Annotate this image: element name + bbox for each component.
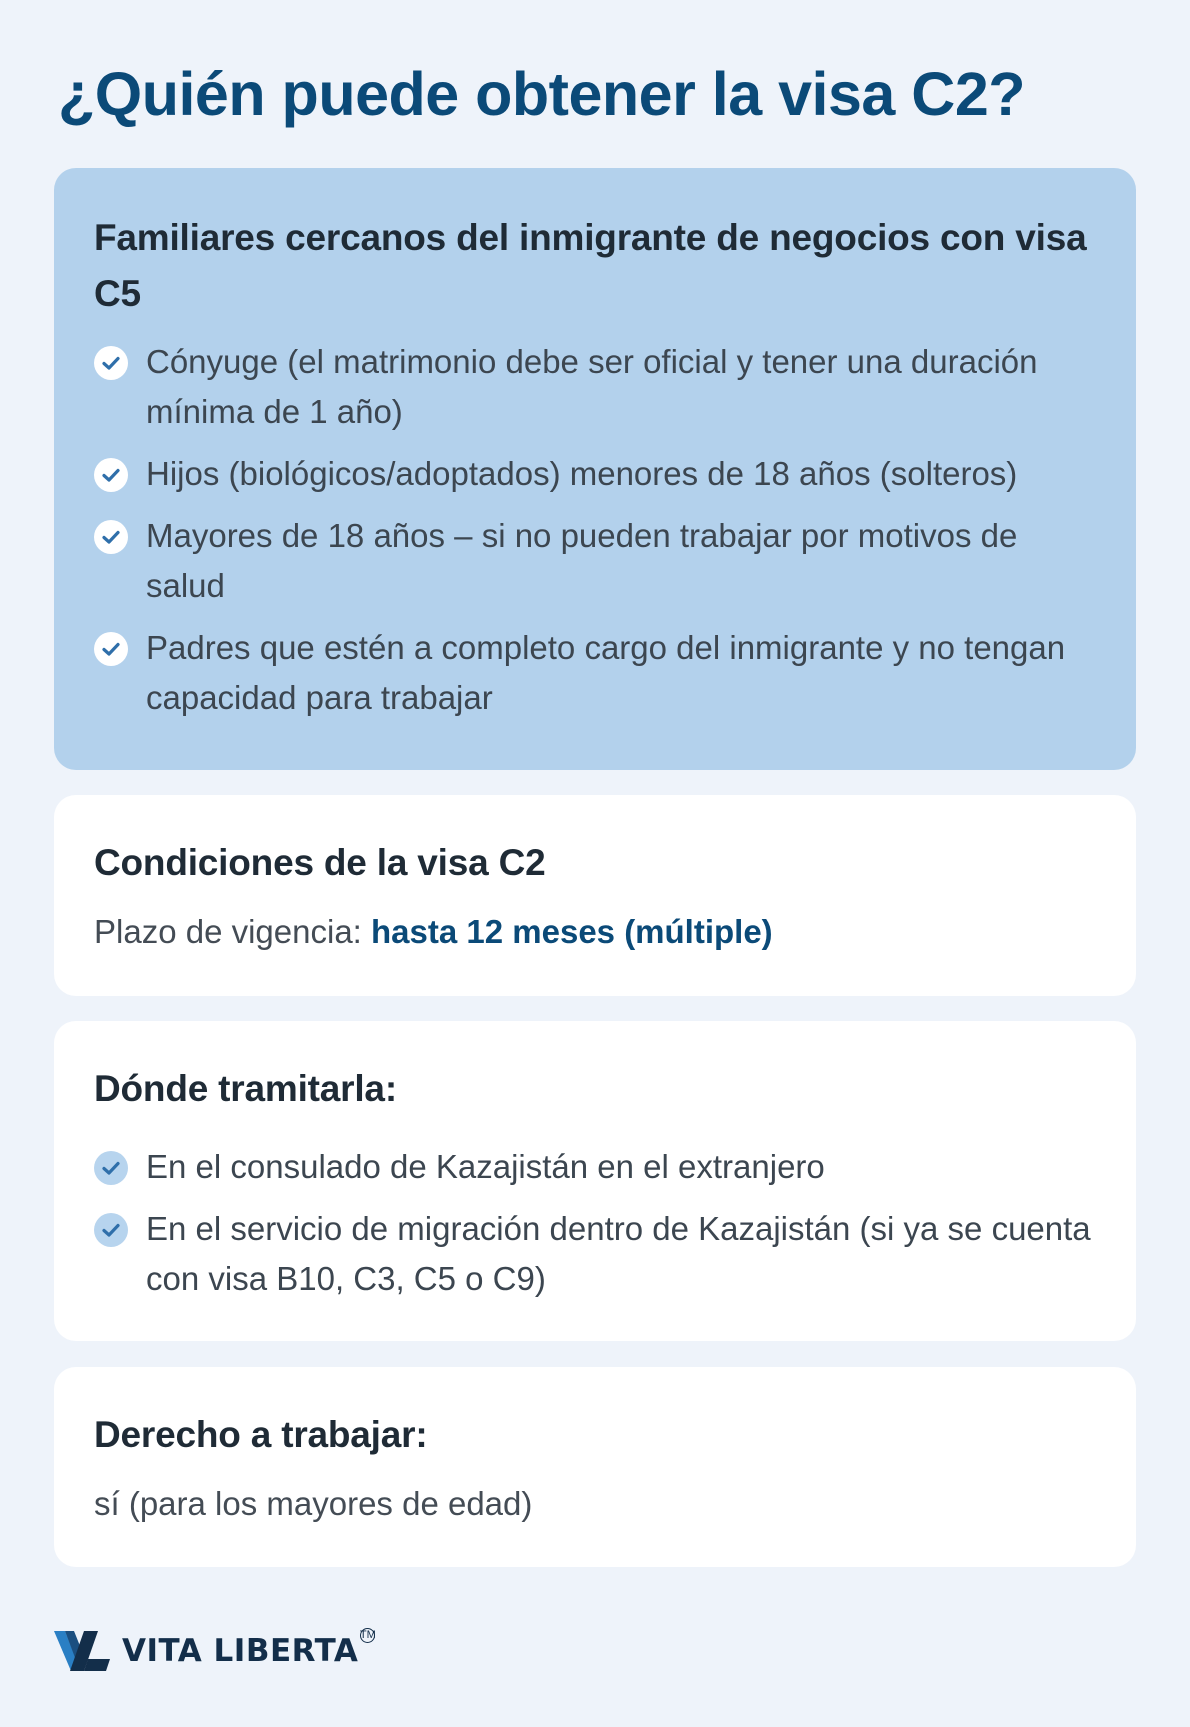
brand-logo bbox=[54, 1628, 375, 1674]
check-circle-icon bbox=[94, 520, 128, 554]
validity-label: Plazo de vigencia: bbox=[94, 913, 372, 950]
list-item-text: En el consulado de Kazajistán en el extranjero bbox=[146, 1148, 825, 1185]
list-item bbox=[94, 1204, 1096, 1304]
check-circle-icon bbox=[94, 1213, 128, 1247]
list-item bbox=[94, 337, 1096, 437]
check-circle-icon bbox=[94, 1151, 128, 1185]
where-list bbox=[94, 1142, 1096, 1304]
list-item bbox=[94, 623, 1096, 723]
list-item-text: Padres que estén a completo cargo del inmigrante y no tengan capacidad para trabajar bbox=[146, 629, 1066, 716]
check-circle-icon bbox=[94, 346, 128, 380]
validity-value: hasta 12 meses (múltiple) bbox=[371, 913, 773, 950]
validity-text bbox=[94, 907, 1096, 957]
work-card-text: sí (para los mayores de edad) bbox=[94, 1485, 533, 1522]
work-card-title: Derecho a trabajar: bbox=[94, 1414, 428, 1455]
work-card bbox=[54, 1367, 1136, 1567]
where-card-title: Dónde tramitarla: bbox=[94, 1068, 397, 1109]
conditions-card bbox=[54, 795, 1136, 996]
family-card-title: Familiares cercanos del inmigrante de negocios con visa C5 bbox=[94, 217, 1087, 314]
check-circle-icon bbox=[94, 632, 128, 666]
trademark-mark: TM bbox=[359, 1629, 376, 1641]
brand-name: VITA LIBERTA bbox=[122, 1633, 359, 1669]
list-item-text: Cónyuge (el matrimonio debe ser oficial y tener una duración mínima de 1 año) bbox=[146, 343, 1038, 430]
family-list bbox=[94, 337, 1096, 723]
check-circle-icon bbox=[94, 458, 128, 492]
family-card bbox=[54, 168, 1136, 770]
list-item-text: Mayores de 18 años – si no pueden trabajar por motivos de salud bbox=[146, 517, 1018, 604]
list-item bbox=[94, 511, 1096, 611]
page-title: ¿Quién puede obtener la visa C2? bbox=[58, 60, 1025, 128]
list-item bbox=[94, 1142, 1096, 1192]
vita-liberta-logo-icon bbox=[54, 1629, 110, 1673]
where-card bbox=[54, 1021, 1136, 1341]
list-item-text: Hijos (biológicos/adoptados) menores de 18 años (solteros) bbox=[146, 455, 1018, 492]
list-item-text: En el servicio de migración dentro de Kazajistán (si ya se cuenta con visa B10, C3, C5 o C9) bbox=[146, 1210, 1091, 1297]
conditions-card-title: Condiciones de la visa C2 bbox=[94, 842, 546, 883]
list-item bbox=[94, 449, 1096, 499]
